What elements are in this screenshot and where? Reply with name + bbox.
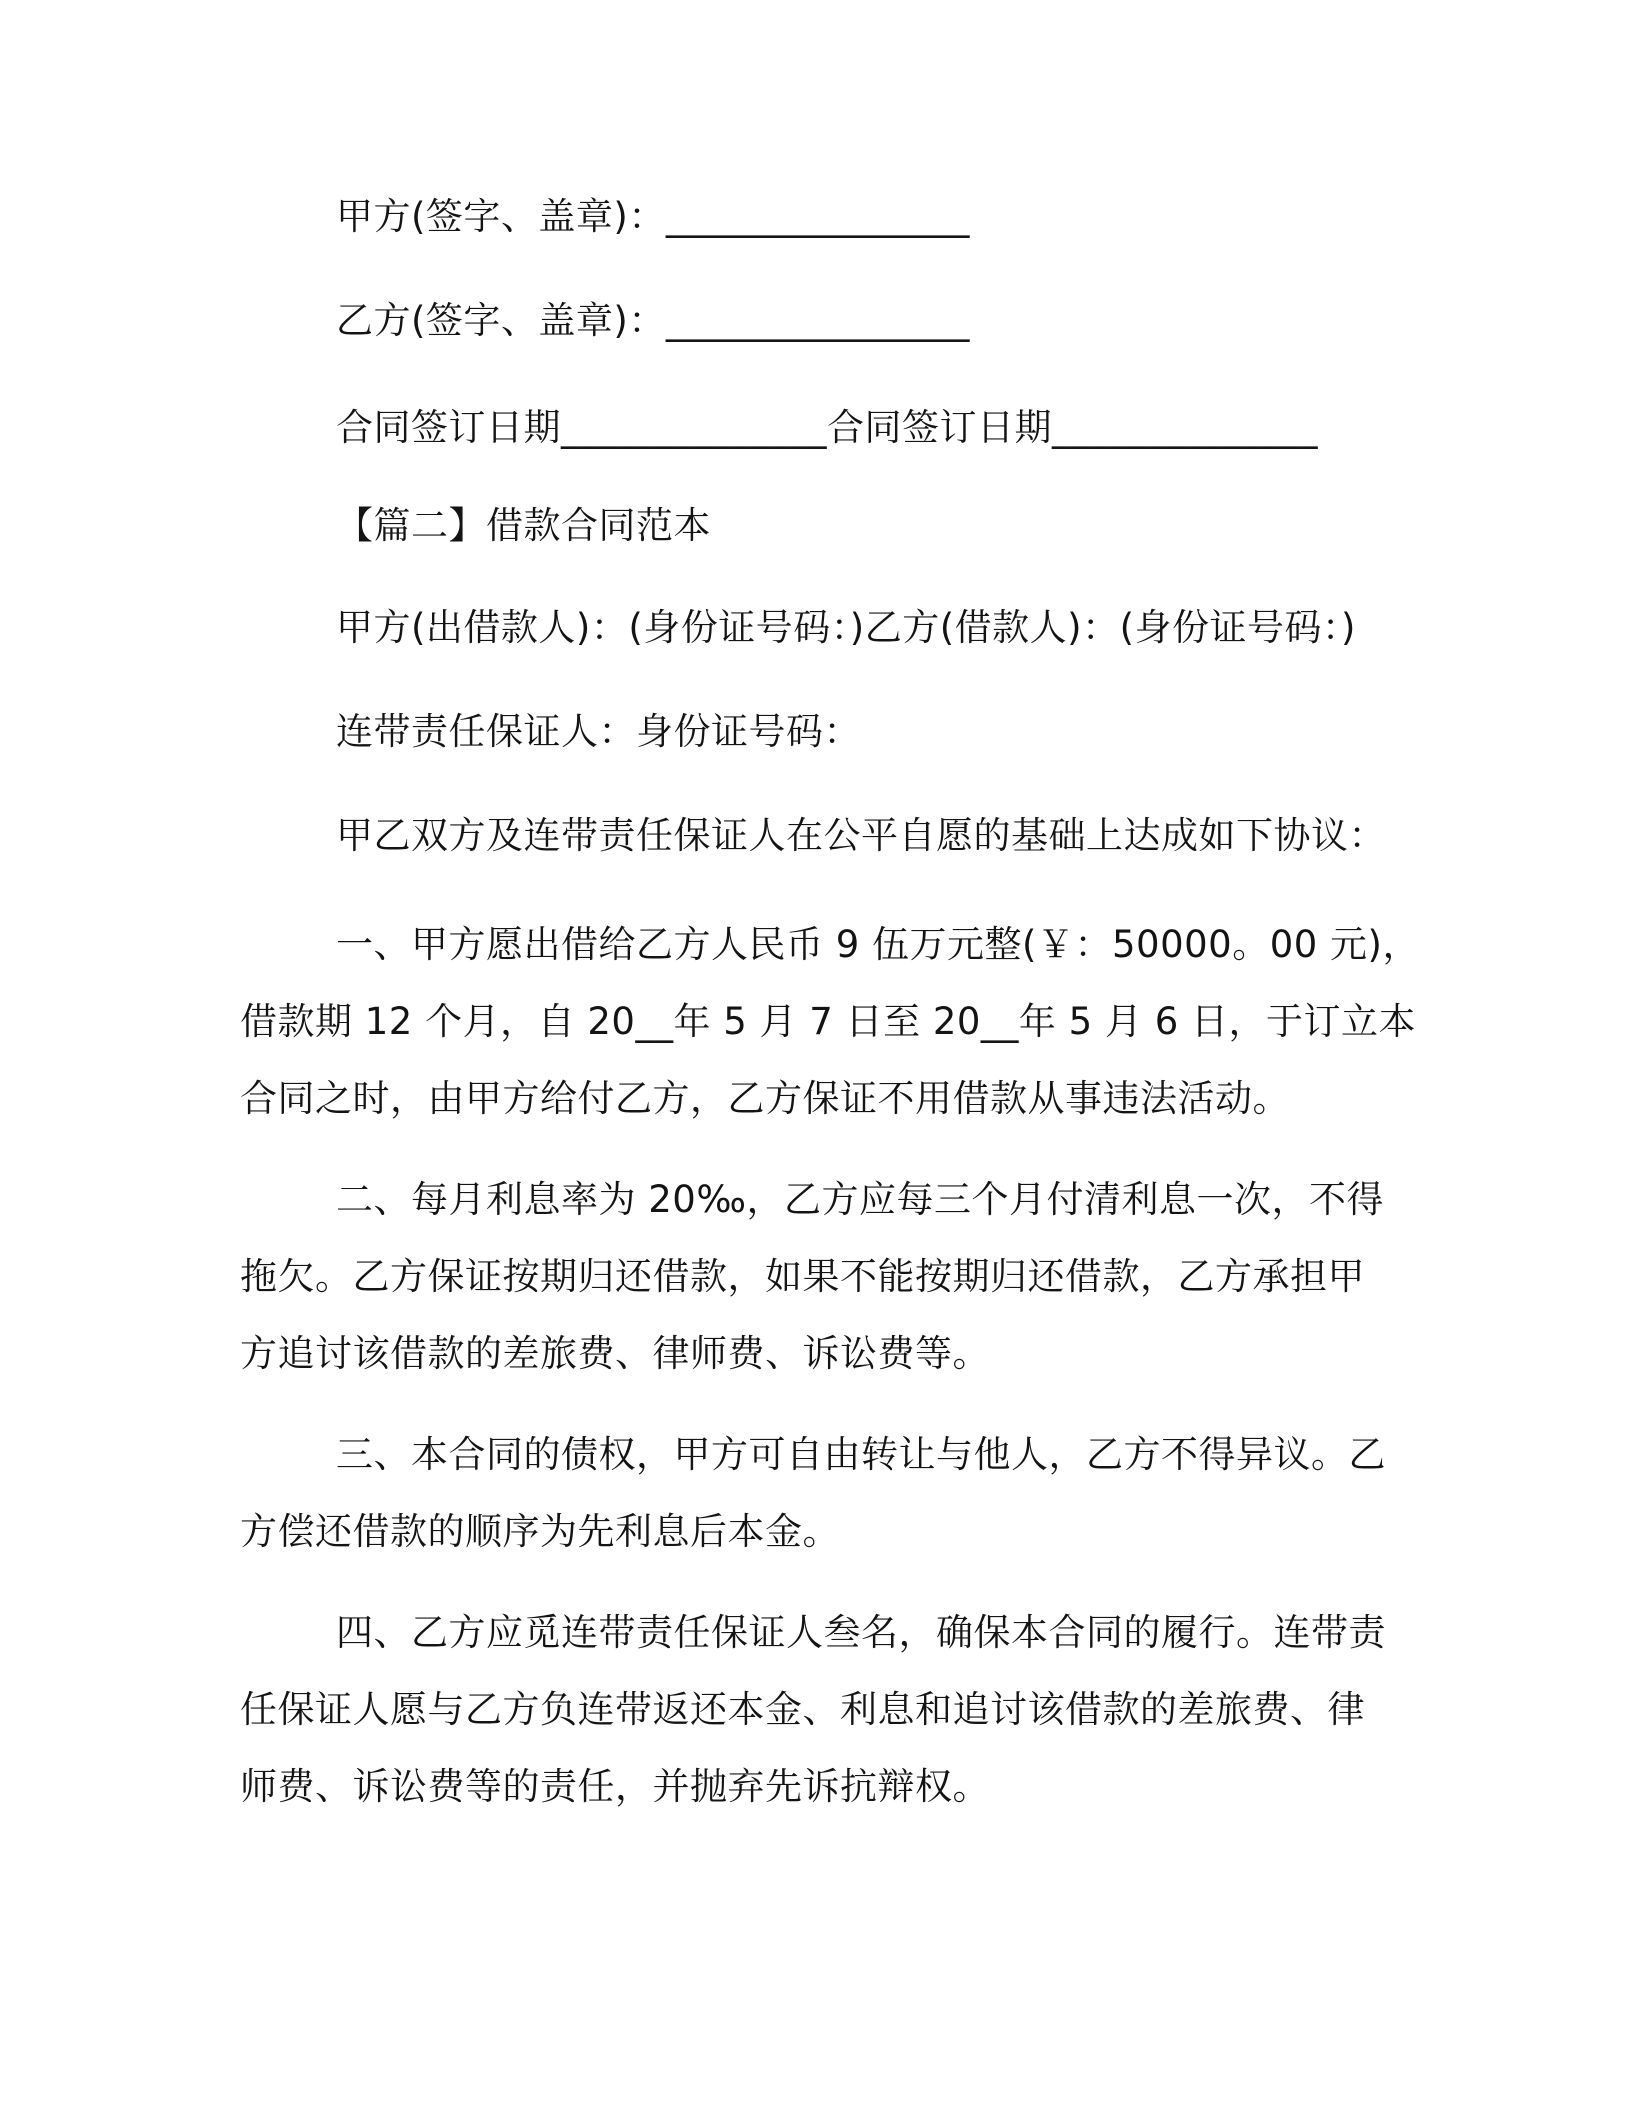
clause-1-row-1: 一、甲方愿出借给乙方人民币 9 伍万元整(￥：50000。00 元)， [336,923,1420,966]
clause-2-row-1: 二、每月利息率为 20‰，乙方应每三个月付清利息一次，不得 [336,1178,1384,1221]
clause-1-row-3: 合同之时，由甲方给付乙方，乙方保证不用借款从事违法活动。 [240,1077,1290,1120]
clause-4-row-2: 任保证人愿与乙方负连带返还本金、利息和追讨该借款的差旅费、律 [240,1688,1365,1731]
clause-2 [240,1161,1384,1392]
clause-2-row-3: 方追讨该借款的差旅费、律师费、诉讼费等。 [240,1332,990,1375]
parties-line: 甲方(出借款人)：(身份证号码：)乙方(借款人)：(身份证号码：) [336,606,1356,649]
clause-4 [240,1594,1386,1825]
clause-2-row-2: 拖欠。乙方保证按期归还借款，如果不能按期归还借款，乙方承担甲 [240,1255,1365,1298]
clause-3-row-1: 三、本合同的债权，甲方可自由转让与他人，乙方不得异议。乙 [336,1433,1386,1476]
clause-1-row-2: 借款期 12 个月，自 20__年 5 月 7 日至 20__年 5 月 6 日，于订立本 [240,1000,1417,1043]
contract-sign-date-line: 合同签订日期______________合同签订日期______________ [336,406,1318,449]
party-a-signature-line: 甲方(签字、盖章)：________________ [336,195,970,238]
clause-1 [240,906,1420,1137]
clause-4-row-1: 四、乙方应觅连带责任保证人叁名，确保本合同的履行。连带责 [336,1611,1386,1654]
agreement-intro: 甲乙双方及连带责任保证人在公平自愿的基础上达成如下协议： [336,814,1386,857]
section-title: 【篇二】借款合同范本 [336,504,711,547]
clause-3-row-2: 方偿还借款的顺序为先利息后本金。 [240,1510,840,1553]
clause-3 [240,1416,1386,1570]
guarantor-line: 连带责任保证人：身份证号码： [336,710,861,753]
party-b-signature-line: 乙方(签字、盖章)：________________ [336,299,970,342]
clause-4-row-3: 师费、诉讼费等的责任，并抛弃先诉抗辩权。 [240,1765,990,1808]
